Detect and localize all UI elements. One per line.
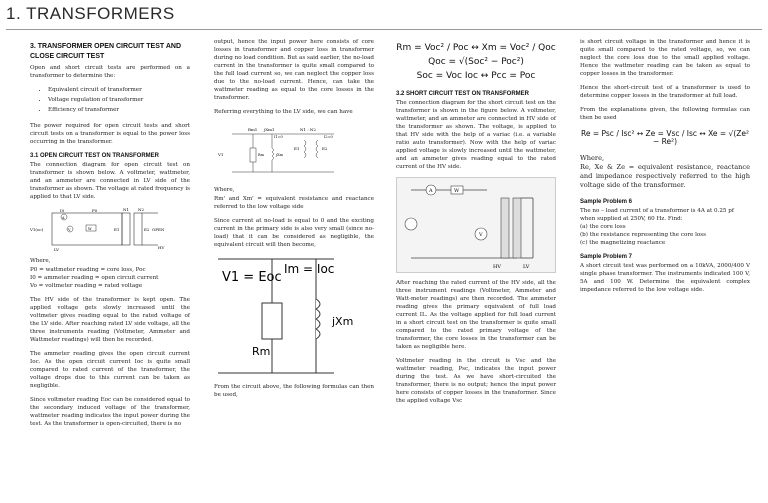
voltage-equation: V1 = Eoc bbox=[222, 270, 282, 285]
fig-label: E1 bbox=[114, 227, 120, 232]
fig-label: jXm1 bbox=[264, 127, 275, 132]
fig-label: Rm bbox=[252, 345, 271, 358]
sc-formula-intro: From the explanations given, the following formulas can then be used bbox=[580, 107, 750, 121]
sample-problem-6 bbox=[580, 207, 750, 247]
sc-voltmeter-paragraph: Voltmeter reading in the circuit is Vsc and the wattmeter reading, Psc, indicates the input power during the test. As we have short-circuited the transformer, there is no output; hence the input power here consists of copper losses in the transformer. Since the applied voltage Vsc bbox=[396, 358, 556, 404]
purpose-list bbox=[48, 86, 190, 114]
fig-label: HV bbox=[493, 264, 501, 270]
sc-paragraph: The connection diagram for the short circuit test on the transformer is shown in the figure below. A voltmeter, wattmeter, and an ammeter are connected in HV side of the transformer as shown. The voltage, is applied to that HV side with the help of a variac (i.e. a variable ratio auto transformer). Now with the help of variac applied voltage is slowly increased until the wattmeter, and an ammeter gives reading equal to the rated current of the HV side. bbox=[396, 100, 556, 170]
fig-label: LV bbox=[523, 264, 530, 270]
fig-label: I1=0 bbox=[274, 135, 283, 139]
column-4 bbox=[580, 38, 750, 300]
procedure-paragraph: The HV side of the transformer is kept open. The applied voltage gets slowly increased until the voltmeter gives reading equal to the rated voltage of the LV side. After reaching rated LV side voltage, all the three instruments reading (Voltmeter, Ammeter and Wattmeter readings) will then be recorded. bbox=[30, 297, 190, 343]
fig-label: Rm bbox=[258, 153, 264, 157]
subheading-sc: 3.2 SHORT CIRCUIT TEST ON TRANSFORMER bbox=[396, 91, 530, 97]
subheading-oc: 3.1 OPEN CIRCUIT TEST ON TRANSFORMER bbox=[30, 153, 160, 159]
fig-label: V bbox=[68, 228, 71, 232]
oc-diagram bbox=[30, 207, 190, 251]
definition: Vo = voltmeter reading = rated voltage bbox=[30, 283, 143, 289]
fig-label: W bbox=[454, 188, 460, 194]
fig-label: A bbox=[429, 188, 433, 194]
fig-label: OPEN bbox=[152, 227, 165, 232]
column-3 bbox=[396, 38, 556, 411]
fig-label: jXm bbox=[276, 153, 283, 157]
sc-diagram bbox=[396, 177, 556, 273]
definitions bbox=[30, 266, 190, 290]
sample-problem-6-heading: Sample Problem 6 bbox=[580, 199, 633, 205]
sc-readings-paragraph: After reaching the rated current of the HV side, all the three instrument readings (Voltmeter, Ammeter and Watt-meter readings) are then recorded. The ammeter reading gives the primary equivalent of full load current IL. As the voltage applied for full load current in a short circuit test on the transformer is quite small compared to the rated primary voltage of the transformer, the core losses in the transformer can be taken as negligible here. bbox=[396, 280, 556, 350]
core-loss-paragraph: output, hence the input power here consists of core losses in transformer and copper loss in transformer during no load condition. But as said earlier, the no-load current in the transformer is quite small compared to the full load current so, we can neglect the copper loss due to the no-load current. Hence, can take the wattmeter reading as equal to the core losses in the transformer. bbox=[214, 39, 375, 101]
fig-label: jXm bbox=[332, 315, 354, 328]
definition: P0 = wattmeter reading = core loss, Poc bbox=[30, 267, 146, 273]
equivalent-circuit-diagram bbox=[214, 122, 374, 180]
sc-continued-paragraph: is short circuit voltage in the transformer and hence it is quite small compared to the rated voltage, so, we can neglect the core loss due to the small applied voltage. Hence the wattmeter reading can be taken as equal to copper losses in the transformer. bbox=[580, 39, 750, 77]
page-title: 1. TRANSFORMERS bbox=[6, 4, 175, 23]
fig-label: W bbox=[88, 227, 92, 231]
where-label: Where, bbox=[214, 187, 235, 193]
column-2 bbox=[214, 38, 374, 405]
fig-label: I2=0 bbox=[324, 135, 333, 139]
oc-paragraph: The connection diagram for open circuit test on transformer is shown below. A voltmeter, wattmeter, and an ammeter are connected in LV side of the transformer as shown. The voltage at rated frequency is applied to that LV side. bbox=[30, 162, 190, 200]
intro-paragraph: Open and short circuit tests are performed on a transformer to determine the: bbox=[30, 65, 190, 79]
fig-label: E1 bbox=[294, 146, 300, 151]
power-paragraph: The power required for open circuit tests and short circuit tests on a transformer is equal to the power loss occurring in the transformer. bbox=[30, 123, 190, 145]
sample-problem-7-heading: Sample Problem 7 bbox=[580, 254, 633, 260]
section-heading-oc-sc: 3. TRANSFORMER OPEN CIRCUIT TEST AND CLOSE CIRCUIT TEST bbox=[30, 43, 182, 60]
referring-paragraph: Referring everything to the LV side, we can have bbox=[214, 109, 353, 115]
voltmeter-paragraph: Since voltmeter reading Eoc can be considered equal to the secondary induced voltage of the transformer, wattmeter reading indicates the input power during the test. As the transformer is open-circuited, there is no bbox=[30, 397, 190, 427]
formula-re-ze-xe: Re = Psc / Isc² ↔ Ze = Vsc / Isc ↔ Xe = √(Ze² − Re²) bbox=[580, 129, 750, 146]
title-rule bbox=[6, 29, 762, 30]
definition: Rm' and Xm' = equivalent resistance and reactance referred to the low voltage side bbox=[214, 196, 374, 210]
where-label: Where, bbox=[30, 258, 51, 264]
fig-label: A bbox=[62, 216, 65, 220]
fig-label: P0 bbox=[92, 208, 98, 213]
list-item: • Voltage regulation of transformer bbox=[48, 96, 190, 104]
fig-label: V1 bbox=[218, 152, 224, 157]
list-item: • Efficiency of transformer bbox=[48, 106, 190, 114]
fig-label: E2 bbox=[144, 227, 150, 232]
definition: Re, Xe & Ze = equivalent resistance, reactance and impedance respectively referred to the high voltage side of the transformer. bbox=[580, 163, 750, 189]
problem-line: (b) the resistance representing the core loss bbox=[580, 232, 707, 238]
fig-label: Rm1 bbox=[248, 127, 258, 132]
definition: I0 = ammeter reading = open circuit current bbox=[30, 275, 159, 281]
problem-line: (c) the magnetizing reactance bbox=[580, 240, 666, 246]
formula-soc: Soc = Voc Ioc ↔ Pcc = Poc bbox=[416, 71, 536, 81]
fig-label: N1 : N2 bbox=[300, 127, 316, 132]
where-label: Where, bbox=[580, 154, 605, 162]
sc-purpose-paragraph: Hence the short-circuit test of a transformer is used to determine copper losses in the transformer at full load. bbox=[580, 85, 750, 99]
fig-label: V bbox=[479, 232, 483, 238]
fig-label: N1 bbox=[123, 207, 130, 212]
fig-label: LV bbox=[54, 247, 60, 251]
ammeter-paragraph: The ammeter reading gives the open circuit current Ioc. As the open circuit current Ioc is quite small compared to rated current of the transformer, the voltage drops due to this current can be taken as negligible. bbox=[30, 351, 190, 389]
problem-line: The no – load current of a transformer is 4A at 0.25 pf when supplied at 250V, 60 Hz. Find: bbox=[580, 208, 734, 222]
simplified-circuit-diagram bbox=[214, 255, 374, 377]
fig-label: I0 bbox=[60, 208, 65, 213]
fig-label: HV bbox=[158, 245, 165, 250]
current-equation: Im = Ioc bbox=[284, 262, 335, 276]
fig-label: V1(oc) bbox=[30, 227, 44, 232]
formula-intro: From the circuit above, the following formulas can then be used, bbox=[214, 384, 374, 398]
list-item: • Equivalent circuit of transformer bbox=[48, 86, 190, 94]
formula-qoc: Qoc = √(Soc² − Poc²) bbox=[428, 57, 524, 67]
formula-rm-xm: Rm = Voc² / Poc ↔ Xm = Voc² / Qoc bbox=[396, 43, 556, 53]
fig-label: E2 bbox=[322, 146, 328, 151]
sample-problem-7: A short circuit test was performed on a 10kVA, 2000/400 V single phase transformer. The instruments indicated 100 V, 5A and 100 W. Determine the equivalent complex impedance referred to the low voltage side. bbox=[580, 263, 750, 293]
problem-line: (a) the core loss bbox=[580, 224, 626, 230]
fig-label: N2 bbox=[138, 207, 145, 212]
no-load-paragraph: Since current at no-load is equal to 0 and the exciting current in the primary side is also very small (since no-load) that it can be considered as negligible, the equivalent circuit will then become, bbox=[214, 218, 374, 248]
column-1 bbox=[30, 38, 190, 434]
